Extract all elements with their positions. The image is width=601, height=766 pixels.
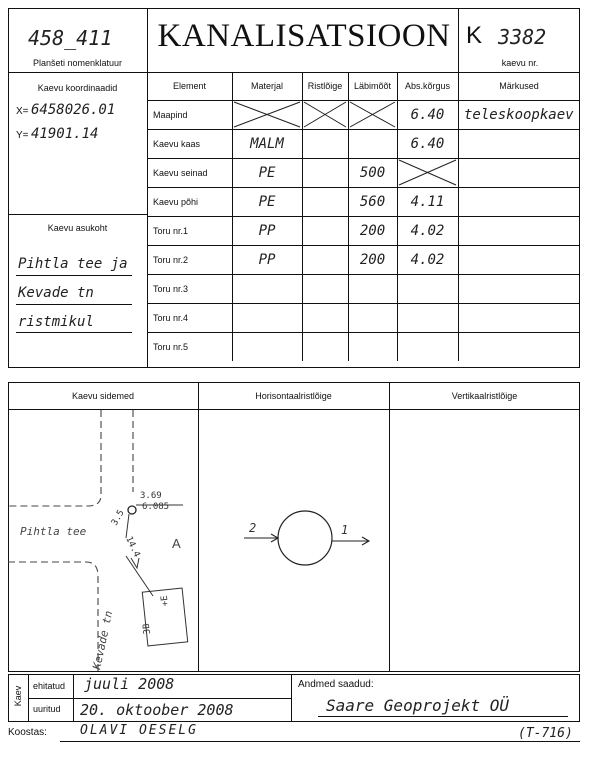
location-line-1: Pihtla tee ja [18,256,128,272]
table-cell-element: Toru nr.2 [153,254,189,265]
table-header-elevation: Abs.kõrgus [404,81,451,91]
table-cell-section [302,245,348,274]
table-cell-section [302,216,348,245]
house-number: 3B [141,622,153,635]
built-label: ehitatud [33,681,66,691]
table-cell-notes: teleskoopkaev [464,106,574,123]
location-label: Kaevu asukoht [47,223,108,233]
table-cell-notes [458,274,580,303]
dist-c: 3.5 [109,508,127,528]
table-cell-diameter [348,332,397,361]
table-cell-elevation: 4.11 [410,193,445,210]
building-label: +E [159,594,171,607]
site-sketch [8,410,198,672]
table-cell-diameter: 500 [359,164,386,181]
kaev-label: Kaev [13,685,23,707]
table-cell-section [302,129,348,158]
location-line-3: ristmikul [18,314,94,330]
table-cell-elevation [397,274,458,303]
author-label: Koostas: [8,727,47,738]
crossed-out-mark [302,100,348,129]
table-cell-section [302,332,348,361]
table-header-notes: Märkused [499,81,539,91]
sketch-col-links: Kaevu sidemed [71,391,135,401]
table-cell-diameter [348,274,397,303]
y-prefix: Y= [16,130,29,141]
table-cell-material [232,274,302,303]
surveyed-label: uuritud [33,704,61,714]
sheet-label: Planšeti nomenklatuur [32,58,123,68]
table-cell-element: Toru nr.5 [153,341,189,352]
table-cell-element: Kaevu kaas [153,138,201,149]
table-cell-element: Maapind [153,109,188,120]
table-cell-elevation: 6.40 [410,135,445,152]
table-header-section: Ristlõige [307,81,343,91]
table-cell-material: PP [258,222,276,239]
well-prefix: K [466,22,483,49]
table-cell-diameter [348,303,397,332]
built-value: juuli 2008 [84,675,175,693]
crossed-out-mark [232,100,302,129]
table-cell-notes [458,158,580,187]
table-header-material: Materjal [250,81,283,91]
pipe-out-label: 1 [341,523,349,537]
table-cell-section [302,303,348,332]
horizontal-section [199,410,388,672]
crossed-out-mark [397,158,458,187]
table-cell-elevation: 4.02 [410,222,445,239]
street-pihtla: Pihtla tee [20,525,87,538]
table-cell-diameter: 200 [359,222,386,239]
table-cell-element: Toru nr.3 [153,283,189,294]
table-cell-section [302,187,348,216]
table-cell-element: Toru nr.4 [153,312,189,323]
table-cell-material [232,332,302,361]
table-cell-section [302,274,348,303]
table-cell-material: PE [258,193,276,210]
x-value: 6458026.01 [31,102,116,118]
y-value: 41901.14 [31,126,99,142]
x-prefix: X= [16,106,29,117]
manhole-symbol [128,506,136,514]
table-cell-material: PP [258,251,276,268]
table-cell-diameter: 560 [359,193,386,210]
form-code: (T-716) [518,726,573,741]
coords-label: Kaevu koordinaadid [37,83,118,93]
data-source-label: Andmed saadud: [298,679,374,690]
table-cell-notes [458,332,580,361]
table-cell-elevation: 4.02 [410,251,445,268]
table-cell-material: MALM [250,135,284,152]
page-title: KANALISATSIOON [157,18,451,54]
table-cell-diameter: 200 [359,251,386,268]
table-cell-material [232,303,302,332]
table-cell-elevation [397,303,458,332]
table-cell-elevation: 6.40 [410,106,445,123]
table-header-element: Element [172,81,207,91]
sheet-number: 458_411 [28,26,113,50]
well-number: 3382 [498,25,547,49]
data-source-value: Saare Geoprojekt OÜ [326,696,510,715]
table-cell-notes [458,187,580,216]
table-cell-element: Kaevu seinad [153,167,208,178]
location-line-2: Kevade tn [18,285,94,301]
table-cell-notes [458,216,580,245]
crossed-out-mark [348,100,397,129]
pipe-in-label: 2 [249,521,257,535]
table-cell-notes [458,303,580,332]
table-header-diameter: Läbimõõt [353,81,392,91]
table-cell-elevation [397,332,458,361]
table-cell-element: Kaevu põhi [153,196,199,207]
table-cell-section [302,158,348,187]
surveyed-value: 20. oktoober 2008 [80,701,234,719]
table-cell-notes [458,245,580,274]
table-cell-element: Toru nr.1 [153,225,189,236]
sketch-col-horizontal: Horisontaalristlõige [255,391,332,401]
table-cell-material: PE [258,164,276,181]
dist-a: 3.69 [140,491,162,501]
well-label: kaevu nr. [501,58,539,68]
dist-d: 14.4 [123,535,142,559]
sketch-col-vertical: Vertikaalristlõige [451,391,518,401]
dist-b: 6.085 [142,502,170,512]
author-value: OLAVI OESELG [80,723,198,738]
parcel-label: A [172,536,181,551]
table-cell-notes [458,129,580,158]
table-cell-diameter [348,129,397,158]
street-kevade: Kevade tn [90,609,116,671]
